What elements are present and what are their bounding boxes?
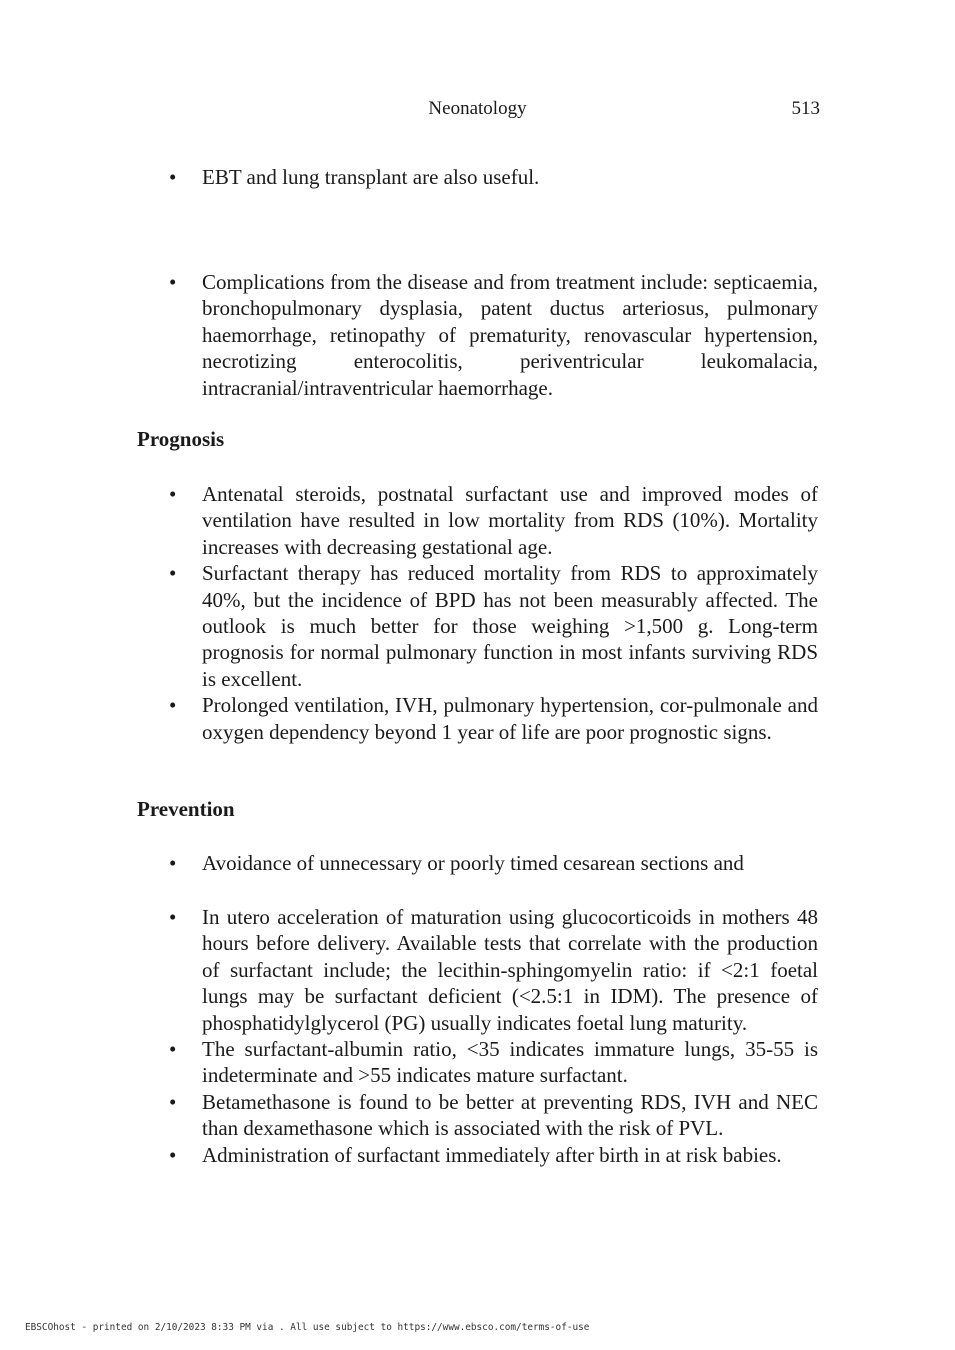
page-number: 513 bbox=[791, 98, 820, 119]
bullet-list-prevention bbox=[0, 904, 818, 1168]
bullet-item: • Prolonged ventilation, IVH, pulmonary hypertension, cor-pulmonale and oxygen dependency beyond 1 year of life are poor prognostic signs. bbox=[0, 692, 818, 745]
bullet-item: • EBT and lung transplant are also useful. bbox=[0, 164, 818, 190]
bullet-item: • Administration of surfactant immediately after birth in at risk babies. bbox=[0, 1142, 818, 1168]
bullet-item: • In utero acceleration of maturation using glucocorticoids in mothers 48 hours before delivery. Available tests that correlate with the production of surfactant include; the lecithin-sphingomyelin ratio: if <2:1 foetal lungs may be surfactant deficient (<2.5:1 in IDM). The presence of phosphatidylglycerol (PG) usually indicates foetal lung maturity. bbox=[0, 904, 818, 1036]
bullet-item: • Avoidance of unnecessary or poorly timed cesarean sections and bbox=[0, 850, 818, 876]
running-header-title: Neonatology bbox=[428, 98, 527, 119]
bullet-item: • Complications from the disease and from treatment include: septicaemia, bronchopulmonary dysplasia, patent ductus arteriosus, pulmonary haemorrhage, retinopathy of prematurity, renovascular hypertension, necrotizing enterocolitis, periventricular leukomalacia, intracranial/intraventricular haemorrhage. bbox=[0, 269, 818, 401]
bullet-list-prognosis bbox=[0, 481, 818, 745]
bullet-item: • Antenatal steroids, postnatal surfactant use and improved modes of ventilation have resulted in low mortality from RDS (10%). Mortality increases with decreasing gestational age. bbox=[0, 481, 818, 560]
print-footer: EBSCOhost - printed on 2/10/2023 8:33 PM via . All use subject to https://www.ebsco.com/terms-of-use bbox=[25, 1322, 590, 1333]
bullet-list-prevention-intro bbox=[0, 850, 818, 876]
bullet-item: • Betamethasone is found to be better at preventing RDS, IVH and NEC than dexamethasone which is associated with the risk of PVL. bbox=[0, 1089, 818, 1142]
section-heading-prevention: Prevention bbox=[137, 797, 235, 821]
section-heading-prognosis: Prognosis bbox=[137, 427, 225, 451]
bullet-item: • Surfactant therapy has reduced mortality from RDS to approximately 40%, but the incidence of BPD has not been measurably affected. The outlook is much better for those weighing >1,500 g. Long-term prognosis for normal pulmonary function in most infants surviving RDS is excellent. bbox=[0, 560, 818, 692]
bullet-item: • The surfactant-albumin ratio, <35 indicates immature lungs, 35-55 is indeterminate and >55 indicates mature surfactant. bbox=[0, 1036, 818, 1089]
bullet-list-intro bbox=[0, 164, 818, 190]
bullet-list-complications bbox=[0, 269, 818, 401]
